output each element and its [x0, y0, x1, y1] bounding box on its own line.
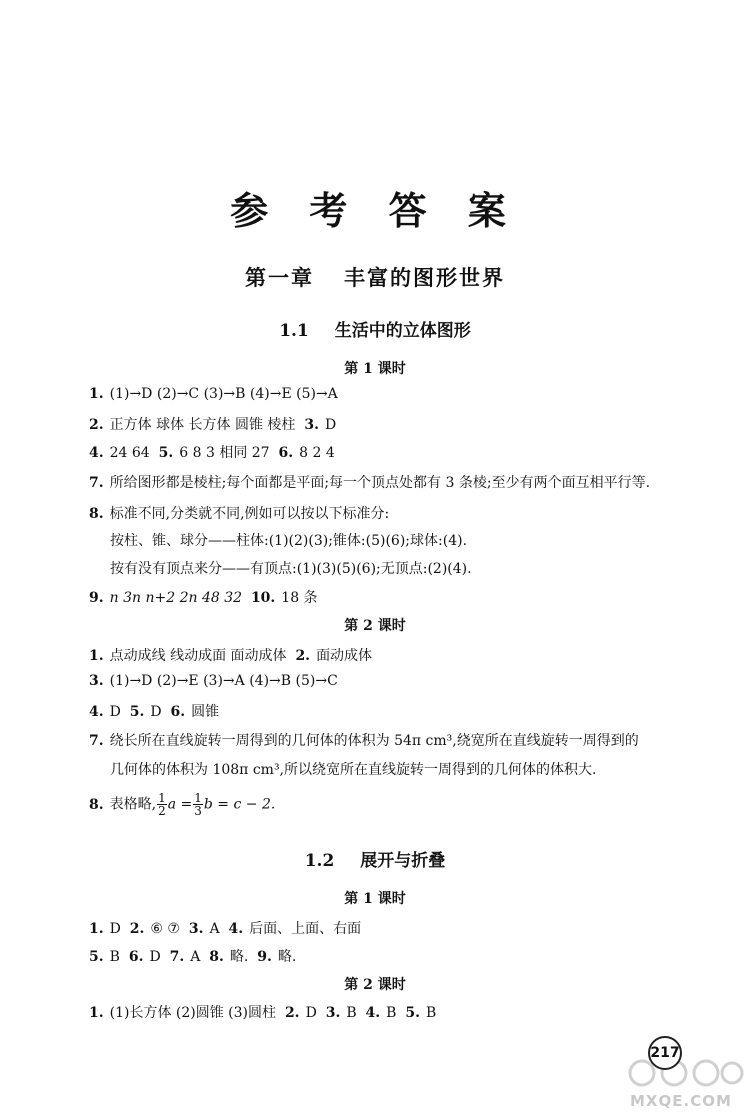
watermark-site: MXQE.COM: [630, 1092, 732, 1110]
lesson-heading: 第 1 课时: [344, 361, 406, 377]
answer-line: 2. 正方体 球体 长方体 圆锥 棱柱 3. D: [89, 417, 337, 433]
answer-line: 1. 点动成线 线动成面 面动成体 2. 面动成体: [89, 648, 373, 664]
answer-line: 1. (1)长方体 (2)圆锥 (3)圆柱 2. D 3. B 4. B 5. B: [89, 1005, 437, 1021]
answer-line: 3. (1)→D (2)→E (3)→A (4)→B (5)→C: [89, 673, 338, 689]
watermark-logo-icon: [624, 1058, 744, 1088]
fraction: $\frac{1}{2}$: [158, 791, 166, 818]
lesson-heading: 第 2 课时: [344, 977, 406, 993]
section-heading-1-1: 1.1 生活中的立体图形: [279, 321, 471, 341]
fraction: $\frac{1}{3}$: [194, 791, 202, 818]
lesson-heading: 第 2 课时: [344, 618, 406, 634]
section-heading-1-2: 1.2 展开与折叠: [304, 851, 446, 871]
chapter-heading: [0, 262, 750, 292]
answer-line: 7. 绕长所在直线旋转一周得到的几何体的体积为 54π cm³,绕宽所在直线旋转一周得到的: [89, 733, 639, 749]
answer-line: 1. D 2. ⑥ ⑦ 3. A 4. 后面、上面、右面: [89, 921, 362, 937]
chapter-name: 丰富的图形世界: [344, 265, 505, 290]
watermark: [624, 1058, 744, 1108]
answer-line: 8. 表格略, $\frac{1}{2}$ a = $\frac{1}{3}$ b = c − 2.: [89, 791, 276, 818]
lesson-heading: 第 1 课时: [344, 891, 406, 907]
answer-line: 8. 标准不同,分类就不同,例如可以按以下标准分:: [89, 506, 390, 522]
answer-line: 5. B 6. D 7. A 8. 略. 9. 略.: [89, 949, 297, 965]
answer-line: 9. n 3n n+2 2n 48 32 10. 18 条: [89, 590, 318, 606]
answer-line: 几何体的体积为 108π cm³,所以绕宽所在直线旋转一周得到的几何体的体积大.: [110, 762, 597, 778]
page-title: 参 考 答 案: [230, 188, 520, 233]
page-number: 217: [648, 1036, 682, 1070]
answer-line: 4. 24 64 5. 6 8 3 相同 27 6. 8 2 4: [89, 445, 335, 461]
chapter-number: 第一章: [245, 265, 314, 290]
answer-line: 7. 所给图形都是棱柱;每个面都是平面;每一个顶点处都有 3 条棱;至少有两个面互相平行等.: [89, 475, 651, 491]
answer-line: 1. (1)→D (2)→C (3)→B (4)→E (5)→A: [89, 386, 338, 402]
answer-line: 按有没有顶点来分——有顶点:(1)(3)(5)(6);无顶点:(2)(4).: [110, 561, 472, 577]
answer-line: 4. D 5. D 6. 圆锥: [89, 704, 220, 720]
answer-line: 按柱、锥、球分——柱体:(1)(2)(3);锥体:(5)(6);球体:(4).: [110, 533, 468, 549]
